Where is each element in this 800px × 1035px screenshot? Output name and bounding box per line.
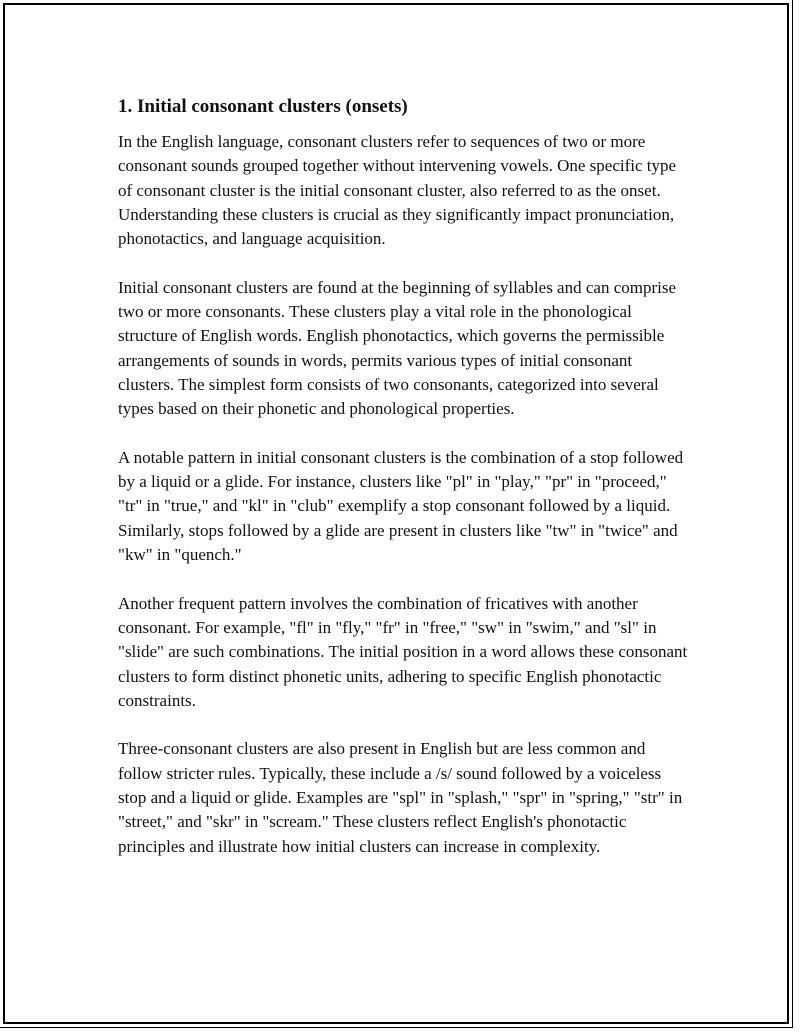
document-body	[118, 94, 688, 883]
section-heading: 1. Initial consonant clusters (onsets)	[118, 96, 408, 117]
paragraph-2: Initial consonant clusters are found at the beginning of syllables and can comprise two or more consonants. These clusters play a vital role in the phonological structure of English words. English phonotactics, which governs the permissible arrangements of sounds in words, permits various types of initial consonant clusters. The simplest form consists of two consonants, categorized into several types based on their phonetic and phonological properties.	[118, 277, 677, 419]
paragraph-4: Another frequent pattern involves the combination of fricatives with another consonant. For example, "fl" in "fly," "fr" in "free," "sw" in "swim," and "sl" in "slide" are such combinations. The initial position in a word allows these consonant clusters to form distinct phonetic units, adhering to specific English phonotactic constraints.	[118, 593, 688, 710]
paragraph-3: A notable pattern in initial consonant clusters is the combination of a stop followed by a liquid or a glide. For instance, clusters like "pl" in "play," "pr" in "proceed," "tr" in "true," and "kl" in "club" exemplify a stop consonant followed by a liquid. Similarly, stops followed by a glide are present in clusters like "tw" in "twice" and "kw" in "quench."	[118, 447, 684, 565]
paragraph-5: Three-consonant clusters are also present in English but are less common and follow stricter rules. Typically, these include a /s/ sound followed by a voiceless stop and a liquid or glide. Examples are "spl" in "splash," "spr" in "spring," "str" in "street," and "skr" in "scream." These clusters reflect English's phonotactic principles and illustrate how initial clusters can increase in complexity.	[118, 739, 683, 856]
paragraph-1: In the English language, consonant clusters refer to sequences of two or more consonant sounds grouped together without intervening vowels. One specific type of consonant cluster is the initial consonant cluster, also referred to as the onset. Understanding these clusters is crucial as they significantly impact pronunciation, phonotactics, and language acquisition.	[118, 132, 677, 249]
